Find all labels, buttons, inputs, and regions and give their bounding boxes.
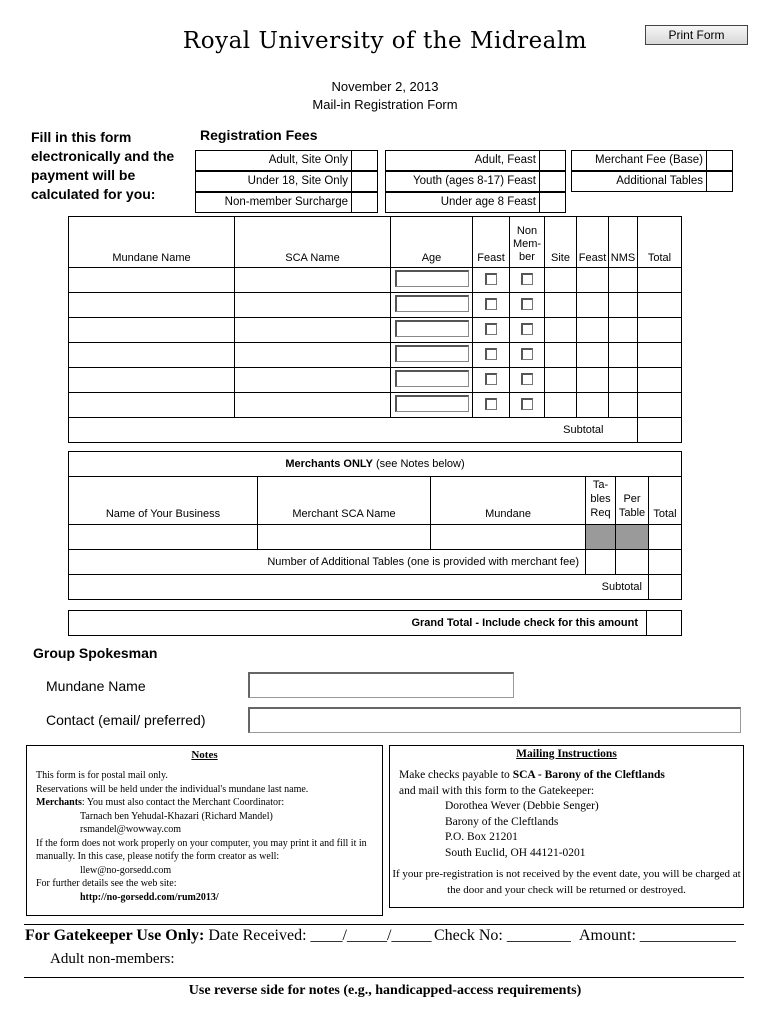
notes-line: rsmandel@wowway.com [80, 824, 182, 835]
fee-value-box [706, 171, 733, 192]
col-header: Ta-bles Req [586, 477, 616, 525]
mailing-line: and mail with this form to the Gatekeeper: [399, 784, 595, 797]
age-input[interactable] [395, 395, 469, 412]
notes-line: llew@no-gorsedd.com [80, 864, 172, 876]
mailing-line: Make checks payable to SCA - Barony of the Cleftlands [399, 769, 665, 781]
col-header: Non Mem-ber [510, 217, 545, 268]
fee-label: Under 18, Site Only [195, 171, 352, 192]
sca-name-cell[interactable] [235, 368, 391, 393]
fee-label: Under age 8 Feast [385, 192, 540, 213]
fee-value-box [539, 192, 566, 213]
notes-line: This form is for postal mail only. [36, 770, 168, 781]
merchants-heading: Merchants ONLY (see Notes below) [69, 452, 682, 477]
merchant-table [68, 451, 682, 600]
sca-name-cell[interactable] [235, 268, 391, 293]
fee-value-box [351, 192, 378, 213]
subtotal-label: Subtotal [69, 418, 609, 443]
non-member-checkbox[interactable] [521, 298, 533, 310]
website-link[interactable]: http://no-gorsedd.com/rum2013/ [80, 891, 219, 903]
notes-line: If the form does not work properly on your computer, you may print it and fill it in manually. In this case, please notify the form creator as well: [36, 837, 367, 862]
fee-value-box [351, 171, 378, 192]
address-line: South Euclid, OH 44121-0201 [445, 846, 586, 859]
non-member-checkbox[interactable] [521, 398, 533, 410]
registration-fees-heading: Registration Fees [200, 127, 318, 143]
mundane-name-cell[interactable] [69, 368, 235, 393]
col-header: Feast [577, 217, 609, 268]
fill-note: Fill in this form electronically and the payment will be calculated for you: [31, 129, 175, 202]
feast-checkbox[interactable] [485, 373, 497, 385]
table-row [69, 525, 682, 550]
non-member-checkbox[interactable] [521, 373, 533, 385]
notes-box [26, 745, 383, 916]
merchant-subtotal-label: Subtotal [69, 575, 649, 600]
spokesman-name-input[interactable] [248, 672, 514, 698]
check-no: Check No: ________ [434, 927, 571, 944]
sca-name-cell[interactable] [235, 343, 391, 368]
table-row [69, 268, 682, 293]
age-input[interactable] [395, 270, 469, 287]
business-name-cell[interactable] [69, 525, 258, 550]
col-header: SCA Name [235, 217, 391, 268]
notes-heading: Notes [191, 749, 218, 761]
fee-value-box [539, 150, 566, 171]
amount: Amount: ____________ [579, 927, 736, 944]
col-header: Mundane Name [69, 217, 235, 268]
attendee-subtotal-value [638, 418, 682, 443]
notes-line: For further details see the web site: [36, 878, 177, 889]
age-input[interactable] [395, 370, 469, 387]
age-input[interactable] [395, 295, 469, 312]
sca-name-cell[interactable] [235, 293, 391, 318]
col-header: Total [649, 477, 682, 525]
merchant-sca-name-cell[interactable] [258, 525, 431, 550]
fee-value-box [539, 171, 566, 192]
adult-nonmembers: Adult non-members: [50, 951, 175, 967]
table-row [69, 343, 682, 368]
date-received: Date Received: ____/_____/_____ [208, 927, 432, 944]
group-spokesman-heading: Group Spokesman [33, 645, 158, 661]
table-row [69, 293, 682, 318]
print-form-button[interactable]: Print Form [645, 25, 748, 45]
feast-checkbox[interactable] [485, 348, 497, 360]
additional-tables-label: Number of Additional Tables (one is provided with merchant fee) [69, 550, 586, 575]
address-line: Barony of the Cleftlands [445, 815, 559, 828]
form-subtitle: Mail-in Registration Form [312, 97, 458, 112]
fee-label: Adult, Site Only [195, 150, 352, 171]
col-header: Mundane [431, 477, 586, 525]
mundane-name-label: Mundane Name [46, 678, 146, 694]
col-header: NMS [609, 217, 638, 268]
sca-name-cell[interactable] [235, 318, 391, 343]
fee-label: Youth (ages 8-17) Feast [385, 171, 540, 192]
notes-line: Reservations will be held under the individual's mundane last name. [36, 783, 309, 795]
attendee-table [68, 216, 682, 443]
notes-line: Merchants: You must also contact the Merchant Coordinator: [36, 797, 285, 808]
grand-total-label: Grand Total - Include check for this amount [69, 611, 647, 636]
address-line: P.O. Box 21201 [445, 831, 518, 843]
address-line: Dorothea Wever (Debbie Senger) [445, 800, 599, 812]
mundane-name-cell[interactable] [69, 343, 235, 368]
col-header: Name of Your Business [69, 477, 258, 525]
mailing-note: If your pre-registration is not received by the event date, you will be charged at the door and your check will be returned or destroyed. [392, 868, 741, 896]
feast-checkbox[interactable] [485, 298, 497, 310]
sca-name-cell[interactable] [235, 393, 391, 418]
non-member-checkbox[interactable] [521, 348, 533, 360]
merchant-mundane-cell[interactable] [431, 525, 586, 550]
form-date: November 2, 2013 [331, 79, 439, 94]
additional-tables-input[interactable] [586, 550, 616, 575]
col-header: Per Table [616, 477, 649, 525]
table-row [69, 318, 682, 343]
mundane-name-cell[interactable] [69, 318, 235, 343]
fee-value-box [706, 150, 733, 171]
table-row [69, 393, 682, 418]
contact-label: Contact (email/ preferred) [46, 712, 206, 728]
col-header: Site [545, 217, 577, 268]
feast-checkbox[interactable] [485, 398, 497, 410]
fee-label: Adult, Feast [385, 150, 540, 171]
non-member-checkbox[interactable] [521, 273, 533, 285]
table-row [69, 368, 682, 393]
mundane-name-cell[interactable] [69, 393, 235, 418]
gatekeeper-label: For Gatekeeper Use Only: [25, 927, 205, 944]
col-header: Total [638, 217, 682, 268]
mailing-instructions-box [389, 745, 744, 908]
age-input[interactable] [395, 320, 469, 337]
notes-line: Tarnach ben Yehudal-Khazari (Richard Mandel) [80, 810, 273, 822]
col-header: Merchant SCA Name [258, 477, 431, 525]
feast-checkbox[interactable] [485, 323, 497, 335]
feast-checkbox[interactable] [485, 273, 497, 285]
fee-label: Merchant Fee (Base) [571, 150, 707, 171]
merchant-subtotal-value [649, 575, 682, 600]
mundane-name-cell[interactable] [69, 268, 235, 293]
grand-total-row [68, 610, 682, 636]
mundane-name-cell[interactable] [69, 293, 235, 318]
mailing-heading: Mailing Instructions [516, 748, 617, 760]
col-header: Age [391, 217, 473, 268]
footer-note: Use reverse side for notes (e.g., handicapped-access requirements) [188, 983, 582, 998]
col-header: Feast [473, 217, 510, 268]
fee-label: Additional Tables [571, 171, 707, 192]
age-input[interactable] [395, 345, 469, 362]
form-title: Royal University of the Midrealm [182, 28, 588, 54]
gatekeeper-section [24, 924, 744, 978]
fee-label: Non-member Surcharge [195, 192, 352, 213]
grand-total-value [647, 611, 682, 636]
fee-value-box [351, 150, 378, 171]
non-member-checkbox[interactable] [521, 323, 533, 335]
spokesman-contact-input[interactable] [248, 707, 741, 733]
